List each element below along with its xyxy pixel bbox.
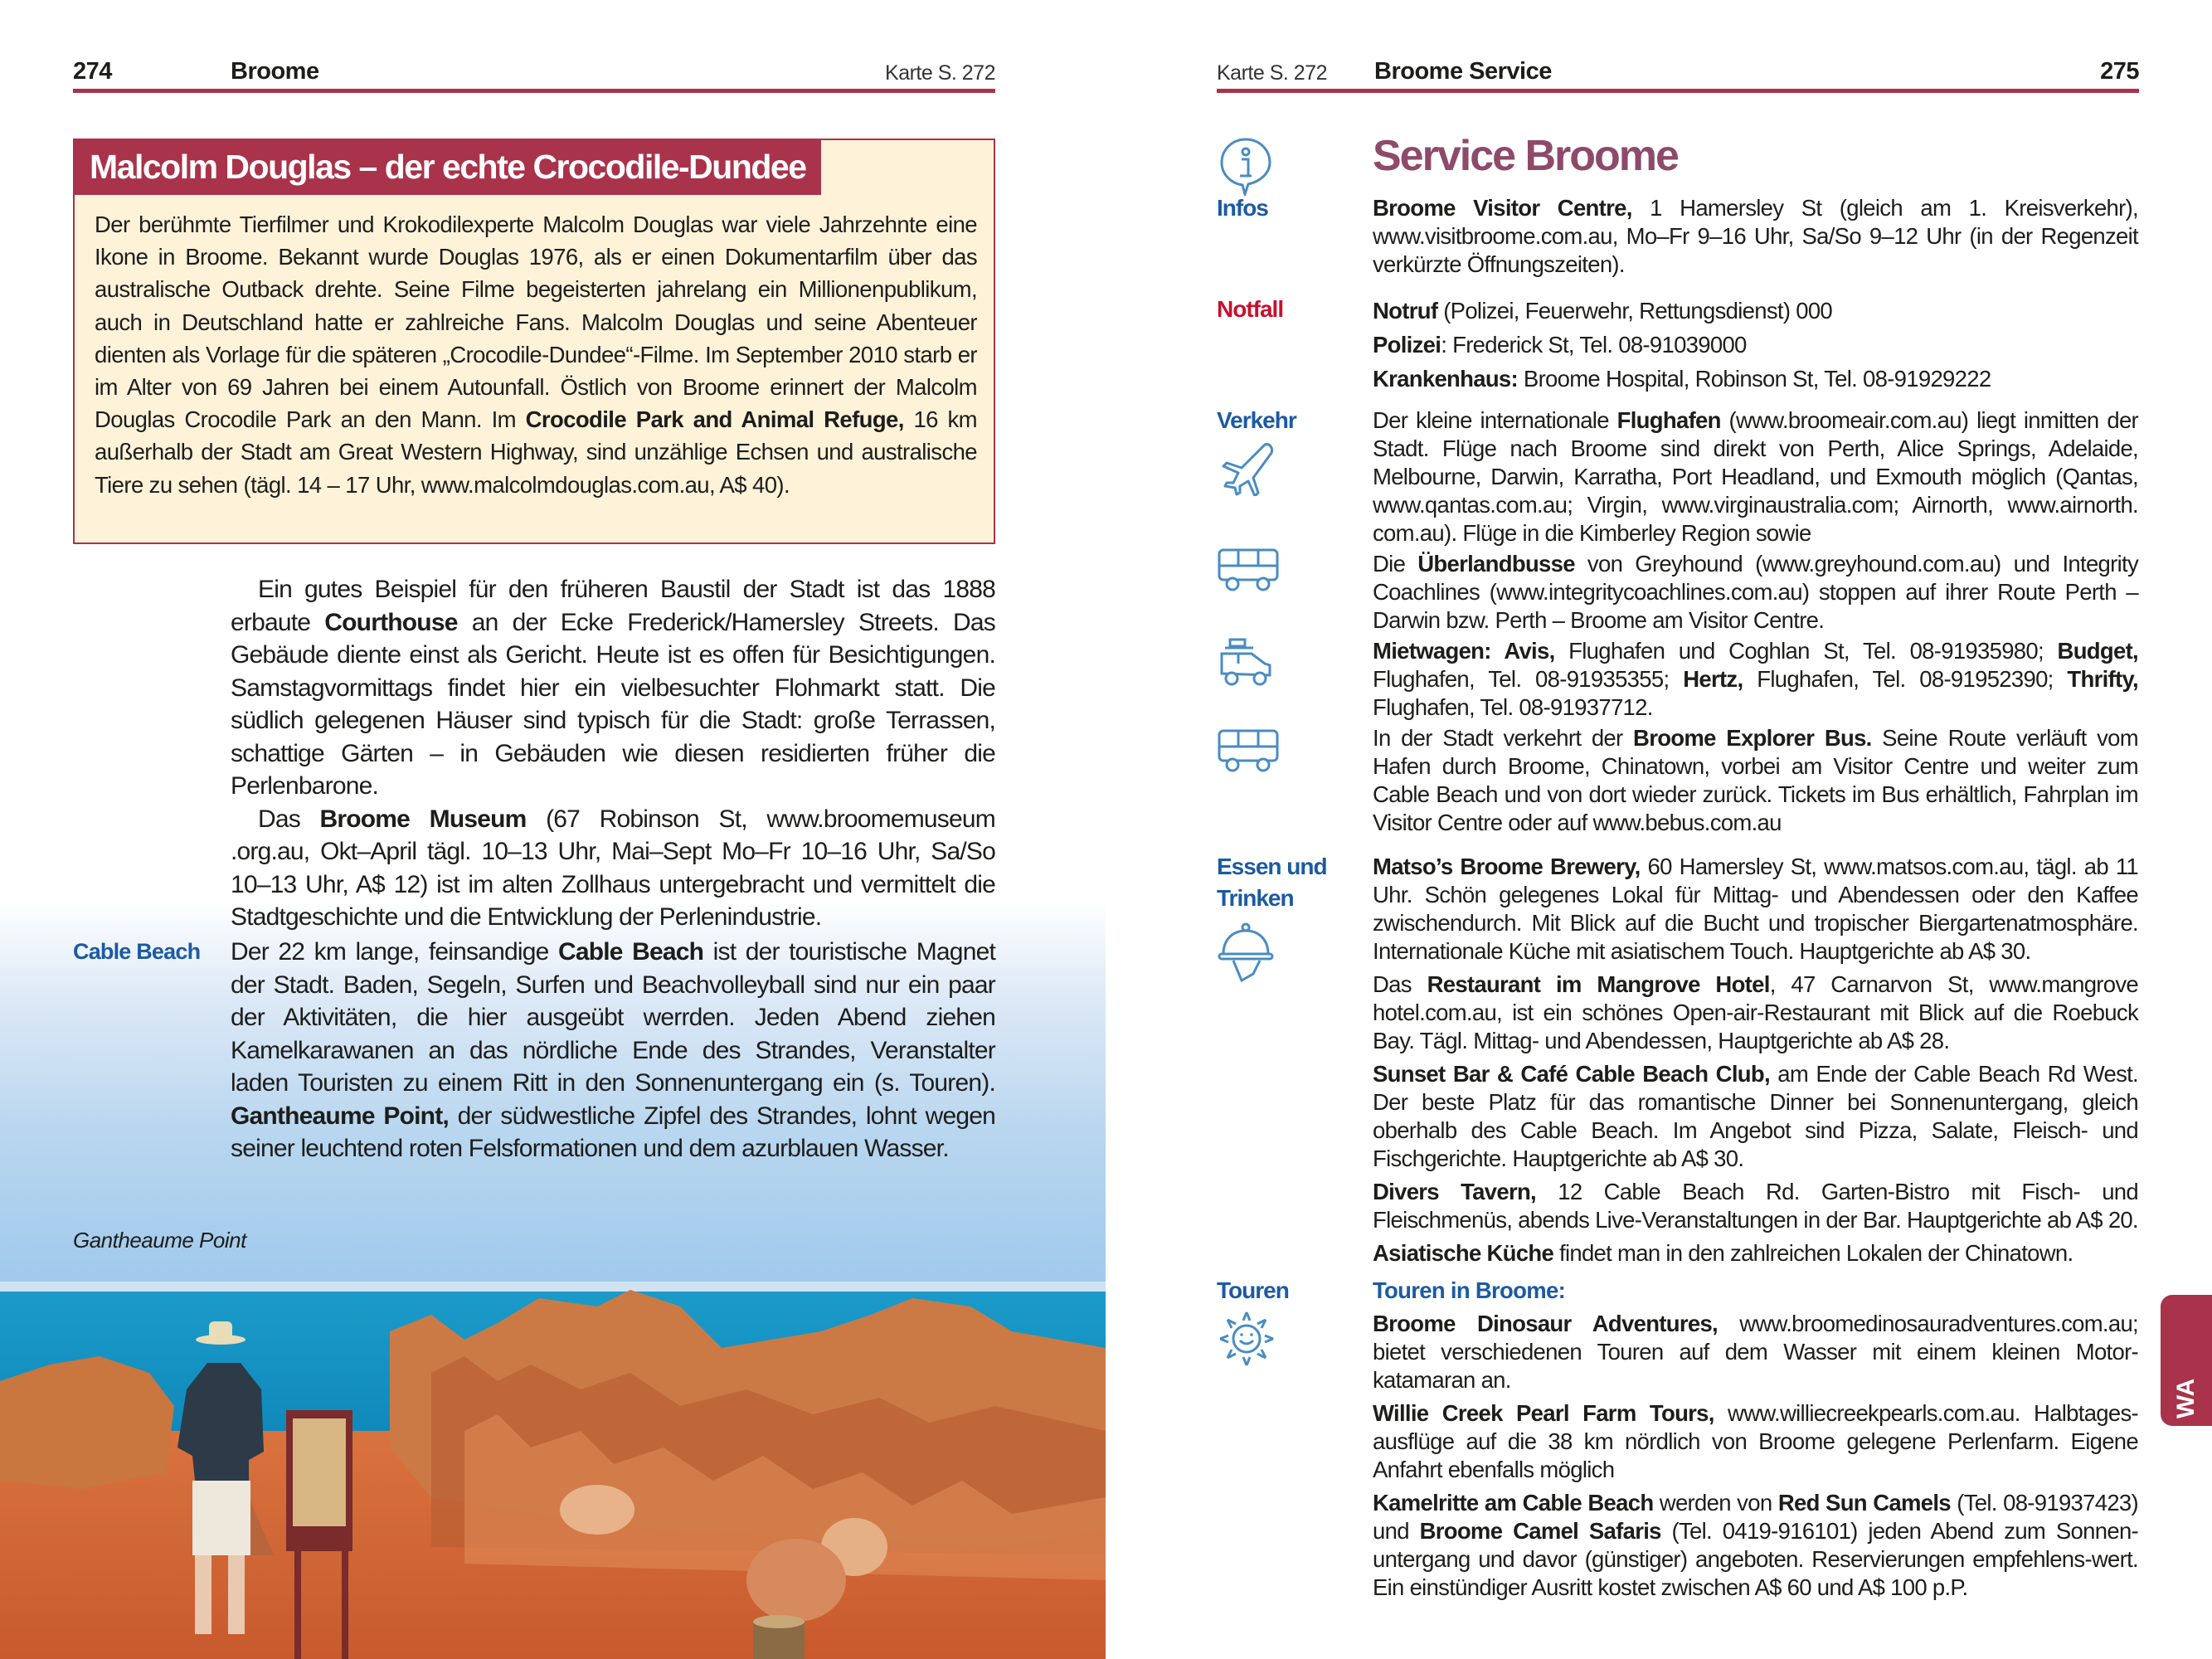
page-number: 274	[73, 58, 112, 85]
text: Seine Route verläuft vom Hafen durch Broome, Chinatown, vorbei am Visitor Centre und weiter zum Cable Beach und von dort wieder zurück. Tickets im Bus erhältlich, Fahrplan im Visitor Centre oder auf www.bebus.com.au	[1373, 725, 2138, 835]
bold-text: Flughafen	[1616, 407, 1721, 433]
verkehr-text	[1373, 406, 2138, 839]
photo-gantheaume-point	[0, 1282, 1106, 1659]
bold-text: Hertz,	[1683, 666, 1743, 692]
bold-text: Broome Museum	[319, 805, 527, 833]
map-reference: Karte S. 272	[1217, 61, 1327, 85]
bold-text: Polizei	[1373, 332, 1441, 358]
text: : Frederick St, Tel. 08-91039000	[1441, 332, 1747, 358]
text: Das	[1373, 971, 1427, 997]
box-title: Malcolm Douglas – der echte Crocodile-Dundee	[75, 140, 821, 195]
bold-text: Notruf	[1373, 298, 1438, 324]
region-tab-label: WA	[2172, 1378, 2200, 1419]
sidebar-box-malcolm-douglas	[73, 139, 995, 544]
left-page-header	[73, 56, 995, 93]
bold-text: Budget,	[2057, 638, 2138, 664]
body-text-cable-beach	[231, 936, 995, 1165]
infos-text	[1373, 194, 2138, 281]
text: (Tel. 0419-916101) jeden Abend zum Sonnen-untergang und davor (günstiger) angeboten. Reservierungen empfehlens-wert. Ein einstündiger Ausritt kostet zwischen A$ 60 und A$ 100 p.P.	[1373, 1518, 2138, 1600]
text: Flughafen, Tel. 08-91952390;	[1743, 666, 2068, 692]
text: , 47 Carnarvon St, www.mangrove hotel.com.au, ist ein schönes Open-air-Restaurant mit Blick auf die Roebuck Bay. Tägl. Mittag- und Abendessen, Hauptgerichte ab A$ 28.	[1373, 971, 2139, 1053]
section-title: Service Broome	[1373, 132, 1678, 180]
text: von Greyhound (www.greyhound.com.au) und Integrity Coachlines (www.integritycoachlines.com.au) stoppen auf ihrer Route Perth – Darwin bzw. Perth – Broome am Visitor Centre.	[1373, 551, 2138, 633]
text: Broome Hospital, Robinson St, Tel. 08-91929222	[1517, 366, 1991, 392]
label-touren: Touren	[1217, 1277, 1289, 1303]
bold-text: Broome Camel Safaris	[1419, 1518, 1661, 1544]
paragraph-museum	[231, 803, 995, 934]
text: werden von	[1653, 1490, 1778, 1515]
text: 60 Hamersley St, www.matsos.com.au, tägl. ab 11 Uhr. Schön gelegenes Lokal für Mittag- und Abendessen oder den Kaffee zwischendurch. Mit Blick auf die Bucht und tropischer Biergartenatmosphäre. Internationale Küche mit asiatischem Touch. Hauptgerichte ab A$ 30.	[1373, 854, 2138, 964]
text: an der Ecke Frederick/Hamersley Streets. Das Gebäude diente einst als Gericht. Heute ist es offen für Besichtigungen. Samstagvormittags findet hier ein vielbesuchter Flohmarkt statt. Die südlich gelegenen Häuser sind typisch für die Stadt: große Terrassen, schattige Gärten – in Gebäuden wie diesen residierten früher die Perlenbarone.	[231, 608, 995, 800]
text: 1 Hamersley St (gleich am 1. Kreisverkehr), www.visitbroome.com.au, Mo–Fr 9–16 Uhr, Sa/So 9–12 Uhr (in der Regenzeit verkürzte Öffnungszeiten).	[1373, 195, 2138, 277]
text: (Tel. 08-91937423) und	[1373, 1490, 2138, 1544]
text: Flughafen, Tel. 08-91937712.	[1373, 694, 1653, 720]
label-essen-und-trinken	[1217, 851, 1327, 914]
bold-text: Broome Visitor Centre,	[1373, 195, 1632, 221]
box-bold-text: Crocodile Park and Animal Refuge,	[525, 406, 904, 433]
bus-icon	[1217, 547, 1280, 594]
text: (67 Robinson St, www.broomemuseum .org.au, Okt–April tägl. 10–13 Uhr, Mai–Sept Mo–Fr 10–16 Uhr, Sa/So 10–13 Uhr, A$ 12) ist im alten Zollhaus untergebracht und vermittelt die Stadtgeschichte und die Entwicklung der Perlenindustrie.	[231, 805, 995, 931]
bold-text: Willie Creek Pearl Farm Tours,	[1373, 1400, 1714, 1426]
text: (Polizei, Feuerwehr, Rettungsdienst) 000	[1437, 298, 1833, 324]
text: am Ende der Cable Beach Rd West. Der beste Platz für das romantische Dinner bei Sonnenuntergang, gleich oberhalb des Cable Beach. Im Angebot sind Pizza, Salate, Fleisch- und Fischgerichte. Hauptgerichte ab A$ 30.	[1373, 1061, 2139, 1171]
text: 12 Cable Beach Rd. Garten-Bistro mit Fisch- und Fleischmenüs, abends Live-Veranstaltungen in der Bar. Hauptgerichte ab A$ 20.	[1373, 1179, 2138, 1233]
landscape-illustration	[0, 1282, 1106, 1659]
bold-text: Cable Beach	[558, 938, 704, 966]
map-reference: Karte S. 272	[885, 61, 995, 85]
bold-text: Restaurant im Mangrove Hotel	[1427, 971, 1770, 997]
photo-caption: Gantheaume Point	[73, 1228, 246, 1253]
page-number: 275	[2100, 58, 2139, 85]
running-title: Broome	[231, 58, 319, 85]
text: Das	[258, 805, 320, 833]
notfall-text	[1373, 295, 2138, 397]
text: Ein gutes Beispiel für den früheren Baustil der Stadt ist das 1888 erbaute	[231, 576, 995, 636]
bus-icon	[1217, 728, 1280, 775]
text: Der 22 km lange, feinsandige	[231, 938, 558, 966]
text: www.broomedinosauradventures.com.au; bietet verschiedenen Touren auf dem Wasser mit einem kleinen Motor-katamaran an.	[1373, 1311, 2138, 1393]
text: ist der touristische Magnet der Stadt. Baden, Segeln, Surfen und Beachvolleyball sind nur ein paar der Aktivitäten, die hier ausgeübt werrden. Jeden Abend ziehen Kamelkarawanen an das nördliche Ende des Strandes, Veranstalter laden Touristen zu einem Ritt in den Sonnenuntergang ein (s. Touren).	[231, 938, 995, 1097]
bold-text: Überlandbusse	[1417, 551, 1575, 577]
paragraph-cable-beach	[231, 936, 995, 1165]
label-line: Trinken	[1217, 885, 1294, 911]
info-bubble-icon	[1217, 136, 1275, 196]
box-text: 16 km außerhalb der Stadt am Great Western Highway, sind unzählige Echsen und australische Tiere zu sehen (tägl. 14 – 17 Uhr, www.malcolmdouglas.com.au, A$ 40).	[95, 406, 977, 498]
bold-text: Courthouse	[324, 608, 458, 636]
label-line: Essen und	[1217, 854, 1327, 879]
body-text-column	[231, 573, 995, 934]
bold-text: Asiatische Küche	[1373, 1240, 1554, 1266]
food-cloche-icon	[1217, 922, 1275, 985]
label-infos: Infos	[1217, 195, 1268, 221]
bold-text: Thrifty,	[2067, 666, 2138, 692]
label-verkehr: Verkehr	[1217, 407, 1296, 433]
text: findet man in den zahlreichen Lokalen der Chinatown.	[1553, 1240, 2073, 1266]
region-thumb-tab[interactable]	[2161, 1295, 2212, 1426]
touren-heading: Touren in Broome:	[1373, 1277, 1566, 1303]
text: Die	[1373, 551, 1418, 577]
box-text: Der berühmte Tierfilmer und Krokodilexperte Malcolm Douglas war viele Jahrzehnte eine Ikone in Broome. Bekannt wurde Douglas 1976, als er einen Dokumentarfilm über das australische Outback drehte. Seine Filme begeisterten jahrelang ein Millionenpublikum, auch in Deutschland hatte er zahlreiche Fans. Malcolm Douglas und seine Abenteuer dienten als Vorlage für die späteren „Crocodile-Dundee“-Filme. Im September 2010 starb er im Alter von 69 Jahren bei einem Autounfall. Östlich von Broome erinnert der Malcolm Douglas Crocodile Park an den Mann. Im	[95, 212, 977, 433]
bold-text: Matso’s Broome Brewery,	[1373, 854, 1641, 879]
bold-text: Broome Explorer Bus.	[1633, 725, 1872, 751]
bold-text: Gantheaume Point,	[231, 1102, 449, 1130]
running-title: Broome Service	[1374, 58, 1552, 85]
label-notfall: Notfall	[1217, 296, 1284, 322]
bold-text: Broome Dinosaur Adventures,	[1373, 1311, 1718, 1336]
bold-text: Divers Tavern,	[1373, 1179, 1536, 1204]
text: Flughafen und Coghlan St, Tel. 08-91935980;	[1554, 638, 2058, 664]
text: Der kleine internationale	[1373, 407, 1617, 433]
text: www.williecreekpearls.com.au. Halbtages-ausflüge auf die 38 km nördlich von Broome gelegene Perlenfarm. Eigene Anfahrt ebenfalls möglich	[1373, 1400, 2138, 1482]
bold-text: Sunset Bar & Café Cable Beach Club,	[1373, 1061, 1770, 1087]
text: Flughafen, Tel. 08-91935355;	[1373, 666, 1684, 692]
essen-text	[1373, 853, 2138, 1272]
touren-text	[1373, 1277, 2138, 1607]
sun-icon	[1217, 1309, 1276, 1369]
bold-text: Red Sun Camels	[1777, 1490, 1951, 1515]
margin-label-cable-beach: Cable Beach	[73, 939, 201, 964]
text: In der Stadt verkehrt der	[1373, 725, 1634, 751]
airplane-icon	[1217, 438, 1275, 496]
bold-text: Kamelritte am Cable Beach	[1373, 1490, 1654, 1515]
bold-text: Mietwagen: Avis,	[1373, 638, 1555, 664]
bold-text: Krankenhaus:	[1373, 366, 1518, 392]
text: (www.broomeair.com.au) liegt inmitten der Stadt. Flüge nach Broome sind direkt von Perth, Alice Springs, Adelaide, Melbourne, Darwin, Karratha, Port Headland, und Exmouth möglich (Qantas, www.qantas.com.au; Virgin, www.virginaustralia.com; Airnorth, www.airnorth. com.au). Flüge in die Kimberley Region sowie	[1373, 407, 2138, 546]
paragraph-courthouse	[231, 573, 995, 803]
text: der südwestliche Zipfel des Strandes, lohnt wegen seiner leuchtend roten Felsformationen und dem azurblauen Wasser.	[231, 1102, 995, 1162]
right-page-header	[1217, 56, 2139, 93]
car-icon	[1217, 637, 1275, 688]
box-body	[95, 208, 977, 501]
